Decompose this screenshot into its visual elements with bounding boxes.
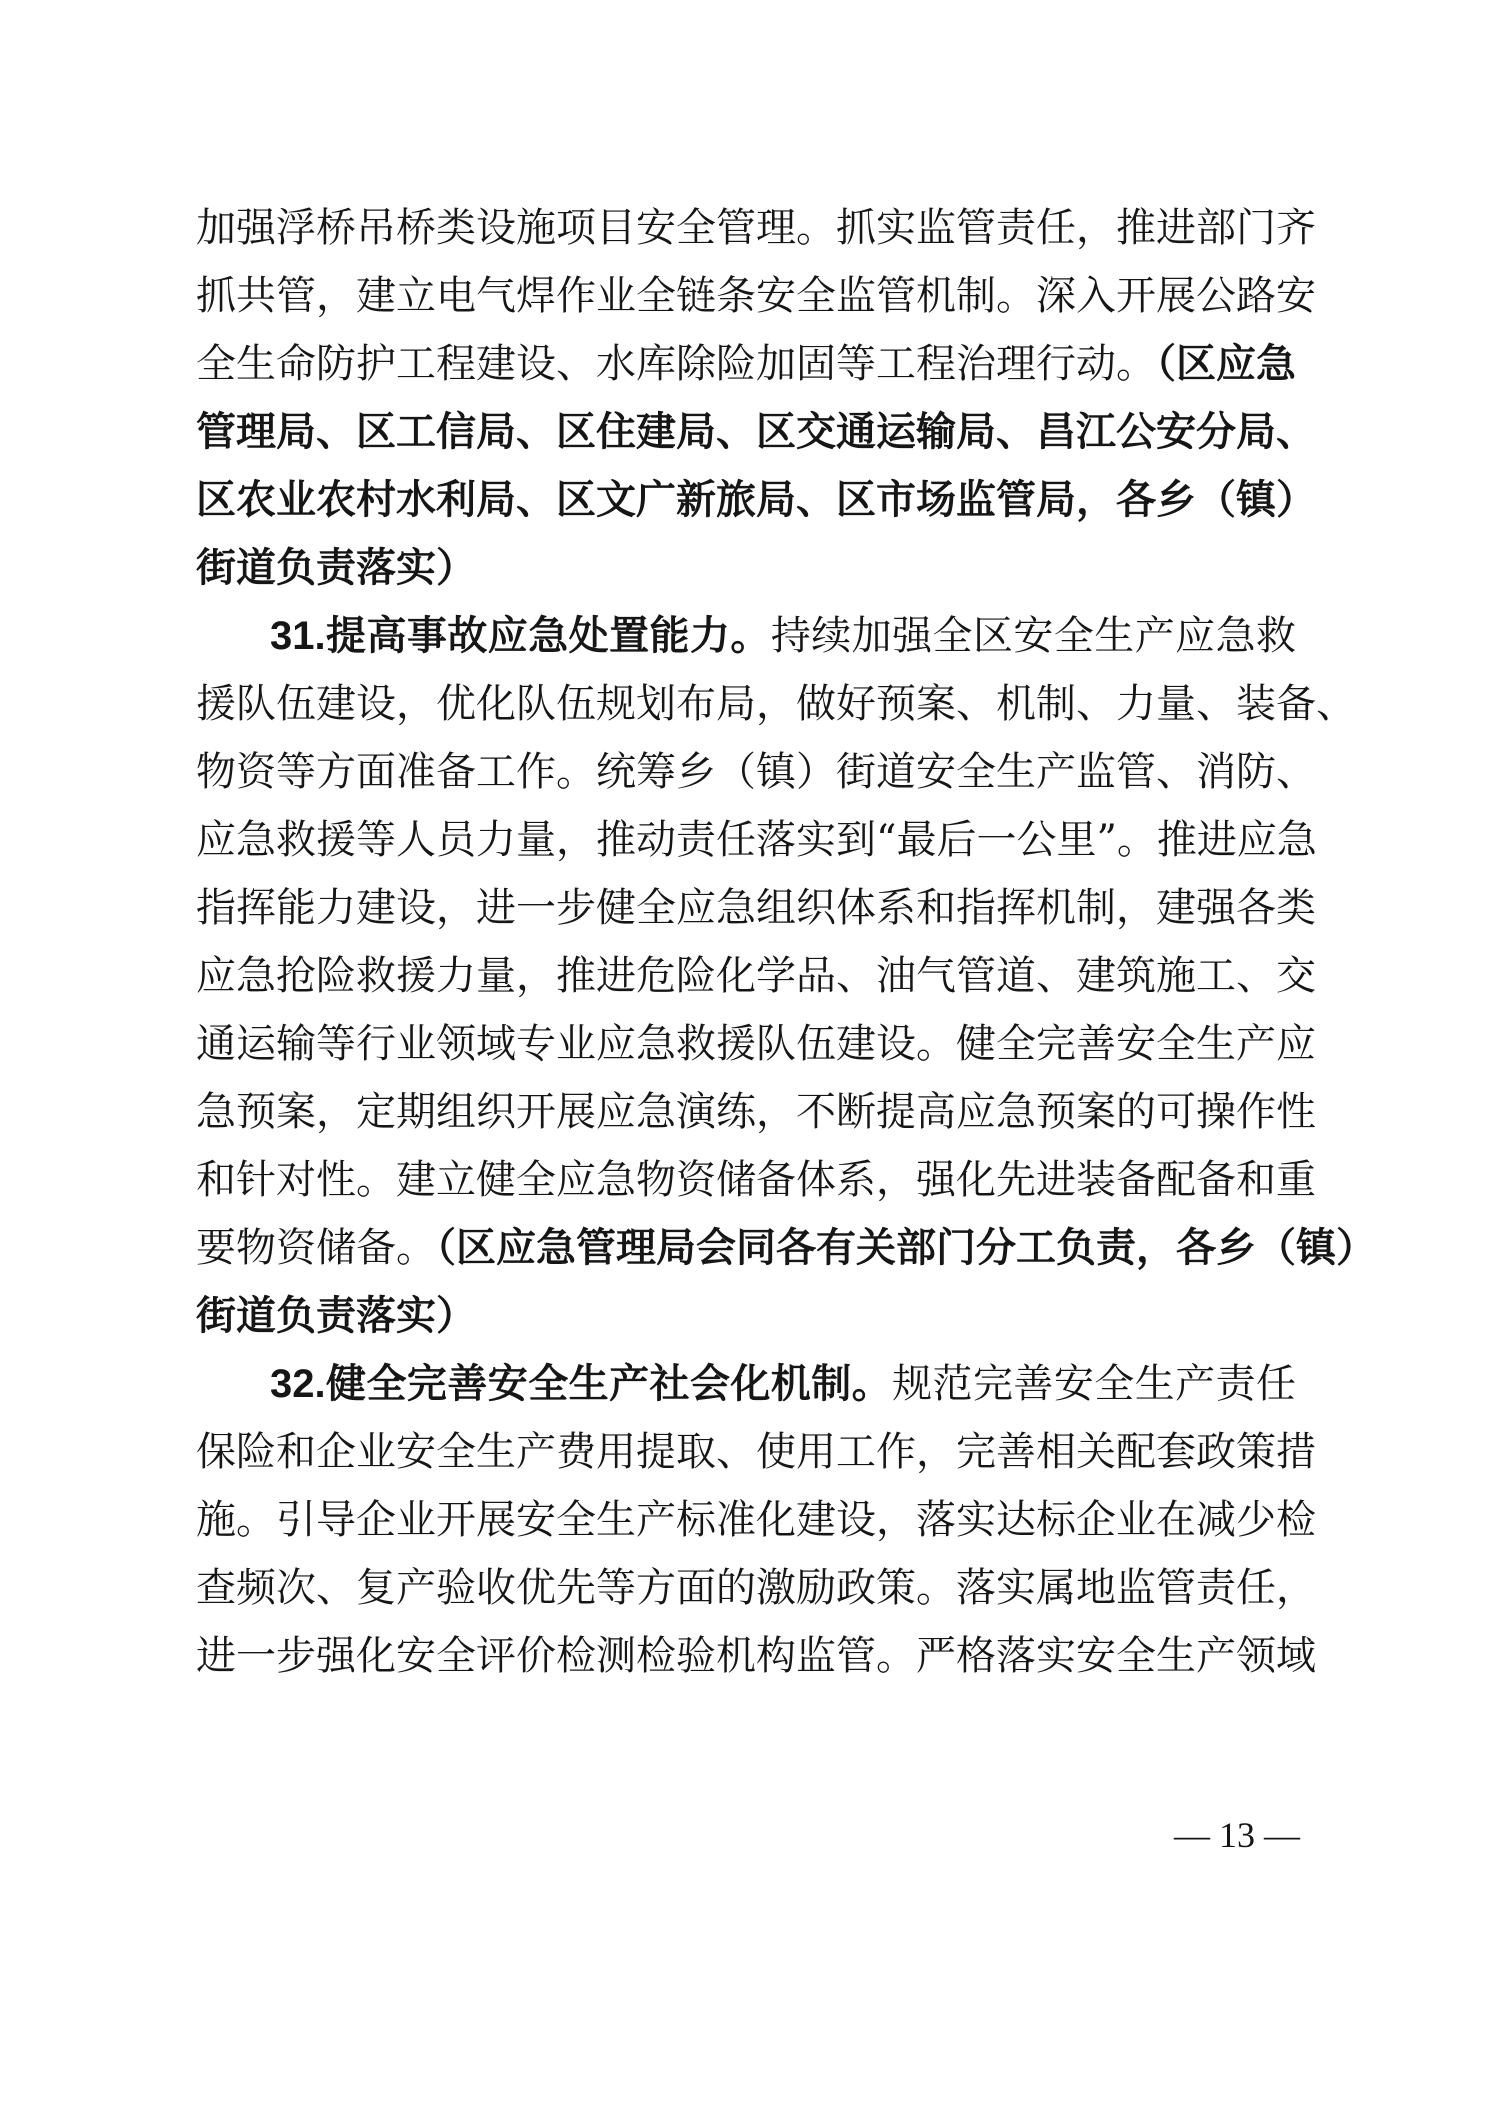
text-run: 规范完善安全生产责任 bbox=[892, 1361, 1297, 1407]
text-run: 抓共管，建立电气焊作业全链条安全监管机制。深入开展公路安 bbox=[196, 273, 1316, 319]
text-run: 查频次、复产验收优先等方面的激励政策。落实属地监管责任， bbox=[196, 1565, 1316, 1611]
text-line bbox=[196, 878, 1316, 938]
text-run: 保险和企业安全生产费用提取、使用工作，完善相关配套政策措 bbox=[196, 1429, 1316, 1475]
text-line bbox=[196, 402, 1316, 462]
text-line bbox=[196, 742, 1316, 802]
text-run: 应急抢险救援力量，推进危险化学品、油气管道、建筑施工、交 bbox=[196, 953, 1316, 999]
text-run: 指挥能力建设，进一步健全应急组织体系和指挥机制，建强各类 bbox=[196, 885, 1316, 931]
text-line bbox=[196, 946, 1316, 1006]
text-run: 要物资储备。 bbox=[196, 1225, 436, 1271]
text-run: 进一步强化安全评价检测检验机构监管。严格落实安全生产领域 bbox=[196, 1633, 1316, 1679]
section-heading-line bbox=[270, 606, 1296, 666]
text-run: 急预案，定期组织开展应急演练，不断提高应急预案的可操作性 bbox=[196, 1089, 1316, 1135]
text-run: 和针对性。建立健全应急物资储备体系，强化先进装备配备和重 bbox=[196, 1157, 1316, 1203]
text-line bbox=[196, 1422, 1316, 1482]
bold-text-run: （区应急 bbox=[1156, 341, 1296, 387]
item-number: 31. bbox=[270, 614, 326, 658]
text-line bbox=[196, 1014, 1316, 1074]
text-line bbox=[196, 266, 1316, 326]
text-run: 加强浮桥吊桥类设施项目安全管理。抓实监管责任，推进部门齐 bbox=[196, 205, 1316, 251]
text-line bbox=[196, 1286, 1296, 1346]
text-run: 应急救援等人员力量，推动责任落实到“最后一公里”。推进应急 bbox=[196, 817, 1317, 863]
bold-text-run: 区农业农村水利局、区文广新旅局、区市场监管局，各乡（镇） bbox=[196, 477, 1316, 523]
text-line bbox=[196, 334, 1296, 394]
bold-text-run: 提高事故应急处置能力。 bbox=[325, 613, 771, 659]
section-heading-line bbox=[270, 1354, 1296, 1414]
text-line bbox=[196, 470, 1316, 530]
text-run: 施。引导企业开展安全生产标准化建设，落实达标企业在减少检 bbox=[196, 1497, 1316, 1543]
text-line bbox=[196, 1558, 1316, 1618]
text-line bbox=[196, 1218, 1376, 1278]
text-line bbox=[196, 538, 1296, 598]
text-line bbox=[196, 1082, 1316, 1142]
text-run: 全生命防护工程建设、水库除险加固等工程治理行动。 bbox=[196, 341, 1156, 387]
text-run: 持续加强全区安全生产应急救 bbox=[770, 613, 1297, 659]
item-number: 32. bbox=[270, 1362, 326, 1406]
text-line bbox=[196, 1626, 1316, 1686]
page-number: — 13 — bbox=[1174, 1815, 1300, 1855]
bold-text-run: 健全完善安全生产社会化机制。 bbox=[325, 1361, 893, 1407]
text-line bbox=[196, 1150, 1316, 1210]
bold-text-run: （区应急管理局会同各有关部门分工负责，各乡（镇） bbox=[436, 1225, 1376, 1271]
bold-text-run: 街道负责落实） bbox=[196, 545, 476, 591]
text-line bbox=[196, 198, 1316, 258]
text-line bbox=[196, 1490, 1316, 1550]
text-line bbox=[196, 810, 1317, 870]
text-run: 援队伍建设，优化队伍规划布局，做好预案、机制、力量、装备、 bbox=[196, 681, 1356, 727]
text-run: 物资等方面准备工作。统筹乡（镇）街道安全生产监管、消防、 bbox=[196, 749, 1316, 795]
bold-text-run: 街道负责落实） bbox=[196, 1293, 476, 1339]
text-run: 通运输等行业领域专业应急救援队伍建设。健全完善安全生产应 bbox=[196, 1021, 1316, 1067]
bold-text-run: 管理局、区工信局、区住建局、区交通运输局、昌江公安分局、 bbox=[196, 409, 1316, 455]
text-line bbox=[196, 674, 1356, 734]
